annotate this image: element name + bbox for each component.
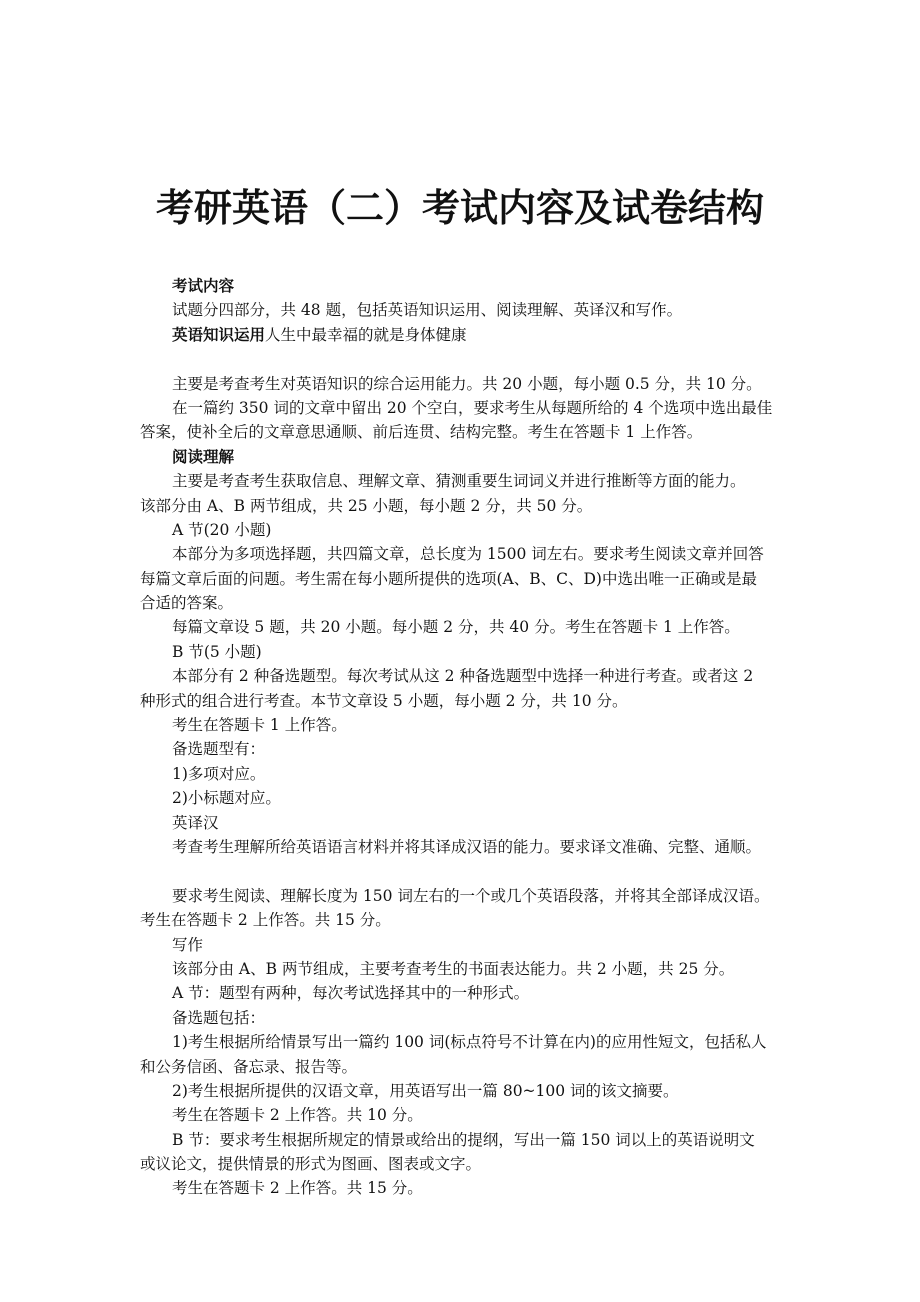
paragraph-line: 该部分由 A、B 两节组成，主要考查考生的书面表达能力。共 2 小题，共 25 分。 bbox=[172, 959, 735, 978]
paragraph-line: 要求考生阅读、理解长度为 150 词左右的一个或几个英语段落，并将其全部译成汉语。 bbox=[172, 886, 770, 905]
paragraph-line: B 节：要求考生根据所规定的情景或给出的提纲，写出一篇 150 词以上的英语说明文 bbox=[172, 1130, 755, 1149]
paragraph-line: A 节：题型有两种，每次考试选择其中的一种形式。 bbox=[172, 984, 530, 1003]
list-item: 1)考生根据所给情景写出一篇约 100 词(标点符号不计算在内)的应用性短文，包括私人 bbox=[172, 1033, 767, 1052]
heading-reading: 阅读理解 bbox=[172, 446, 235, 466]
paragraph-line: 每篇文章设 5 题，共 20 小题。每小题 2 分，共 40 分。考生在答题卡 1 上作答。 bbox=[172, 618, 740, 637]
inline-note: 人生中最幸福的就是身体健康 bbox=[265, 325, 467, 344]
paragraph-line: 或议论文，提供情景的形式为图画、图表或文字。 bbox=[140, 1155, 482, 1174]
paragraph-line: 试题分四部分，共 48 题，包括英语知识运用、阅读理解、英译汉和写作。 bbox=[172, 301, 683, 320]
paragraph-line: 该部分由 A、B 两节组成，共 25 小题，每小题 2 分，共 50 分。 bbox=[140, 496, 593, 515]
paragraph-line: 本部分为多项选择题，共四篇文章，总长度为 1500 词左右。要求考生阅读文章并回答 bbox=[172, 545, 764, 564]
list-item: 1)多项对应。 bbox=[172, 764, 266, 783]
paragraph-line: 在一篇约 350 词的文章中留出 20 个空白，要求考生从每题所给的 4 个选项中选出最佳 bbox=[172, 398, 773, 417]
list-item: 2)小标题对应。 bbox=[172, 789, 281, 808]
subheading-section-b: B 节(5 小题) bbox=[172, 642, 262, 661]
heading-translation: 英译汉 bbox=[172, 813, 219, 832]
paragraph-line: 答案，使补全后的文章意思通顺、前后连贯、结构完整。考生在答题卡 1 上作答。 bbox=[140, 423, 703, 442]
subheading-section-a: A 节(20 小题) bbox=[172, 520, 272, 539]
paragraph-line: 考生在答题卡 2 上作答。共 15 分。 bbox=[140, 911, 391, 930]
paragraph-line: 考生在答题卡 2 上作答。共 15 分。 bbox=[172, 1179, 423, 1198]
paragraph-line: 主要是考查考生获取信息、理解文章、猜测重要生词词义并进行推断等方面的能力。 bbox=[172, 472, 746, 491]
paragraph-line: 主要是考查考生对英语知识的综合运用能力。共 20 小题，每小题 0.5 分，共 10 分。 bbox=[172, 374, 762, 393]
paragraph-line: 合适的答案。 bbox=[140, 594, 234, 613]
paragraph-line: 每篇文章后面的问题。考生需在每小题所提供的选项(A、B、C、D)中选出唯一正确或是最 bbox=[140, 569, 757, 588]
heading-english-knowledge: 英语知识运用 bbox=[172, 324, 266, 344]
document-body bbox=[140, 274, 782, 1201]
paragraph-line: 种形式的组合进行考查。本节文章设 5 小题，每小题 2 分，共 10 分。 bbox=[140, 691, 628, 710]
heading-exam-content: 考试内容 bbox=[172, 276, 235, 295]
document-title: 考研英语（二）考试内容及试卷结构 bbox=[155, 186, 764, 230]
paragraph-line: 本部分有 2 种备选题型。每次考试从这 2 种备选题型中选择一种进行考查。或者这 2 bbox=[172, 667, 754, 686]
paragraph-line: 和公务信函、备忘录、报告等。 bbox=[140, 1057, 358, 1076]
paragraph-line bbox=[140, 323, 782, 347]
paragraph-line: 备选题型有： bbox=[172, 740, 266, 759]
list-item: 2)考生根据所提供的汉语文章，用英语写出一篇 80~100 词的该文摘要。 bbox=[172, 1081, 679, 1100]
heading-writing: 写作 bbox=[172, 935, 204, 954]
paragraph-line: 考生在答题卡 2 上作答。共 10 分。 bbox=[172, 1106, 423, 1125]
paragraph-line: 考生在答题卡 1 上作答。 bbox=[172, 716, 347, 735]
blank-line bbox=[140, 347, 782, 371]
blank-line bbox=[140, 859, 782, 883]
paragraph-line: 考查考生理解所给英语语言材料并将其译成汉语的能力。要求译文准确、完整、通顺。 bbox=[172, 837, 762, 856]
paragraph-line: 备选题包括： bbox=[172, 1008, 266, 1027]
